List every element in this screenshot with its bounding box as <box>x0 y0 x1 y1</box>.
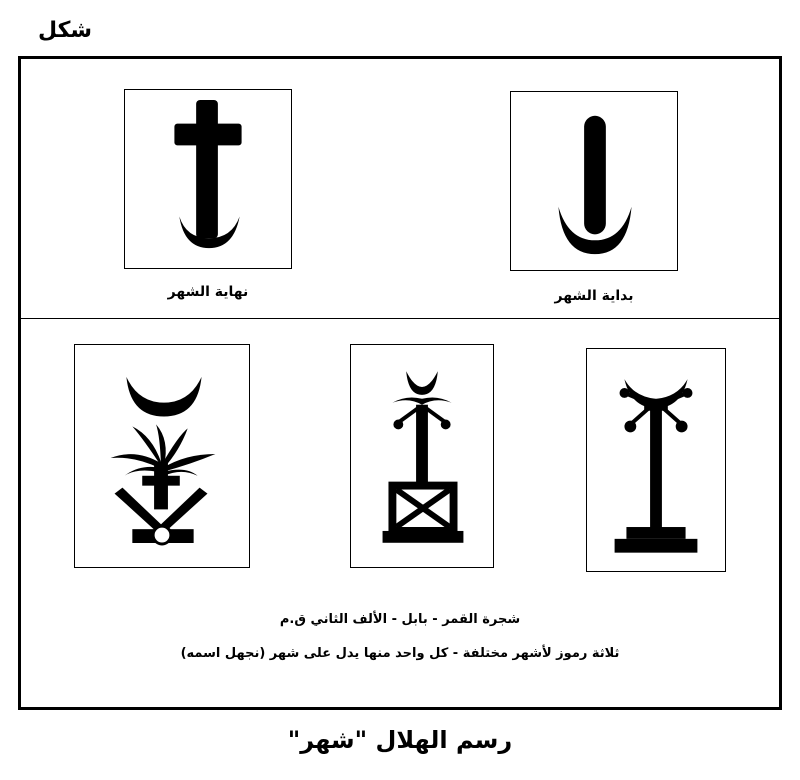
end-of-month-panel <box>124 89 292 269</box>
moon-tree-panel-3 <box>586 348 726 572</box>
moon-tree-panel-1 <box>74 344 250 568</box>
horned-crescent-pole-icon <box>587 349 725 571</box>
crescent-palm-tree-icon <box>75 345 249 567</box>
figure-label: شكل <box>38 18 93 43</box>
bar-crescent-icon <box>511 92 677 270</box>
crescent-tree-platform-icon <box>351 345 493 567</box>
figure-title: رسم الهلال "شهر" <box>287 726 513 754</box>
row-divider <box>18 318 782 319</box>
end-of-month-caption: نهاية الشهر <box>167 284 249 300</box>
beginning-of-month-panel <box>510 91 678 271</box>
cross-crescent-icon <box>125 90 291 268</box>
bottom-caption-line2: ثلاثة رموز لأشهر مختلفة - كل واحد منها يدل على شهر (نجهل اسمه) <box>180 646 620 661</box>
bottom-caption-line1: شجرة القمر - بابل - الألف الثاني ق.م <box>279 612 521 627</box>
moon-tree-panel-2 <box>350 344 494 568</box>
beginning-of-month-caption: بداية الشهر <box>554 288 634 304</box>
